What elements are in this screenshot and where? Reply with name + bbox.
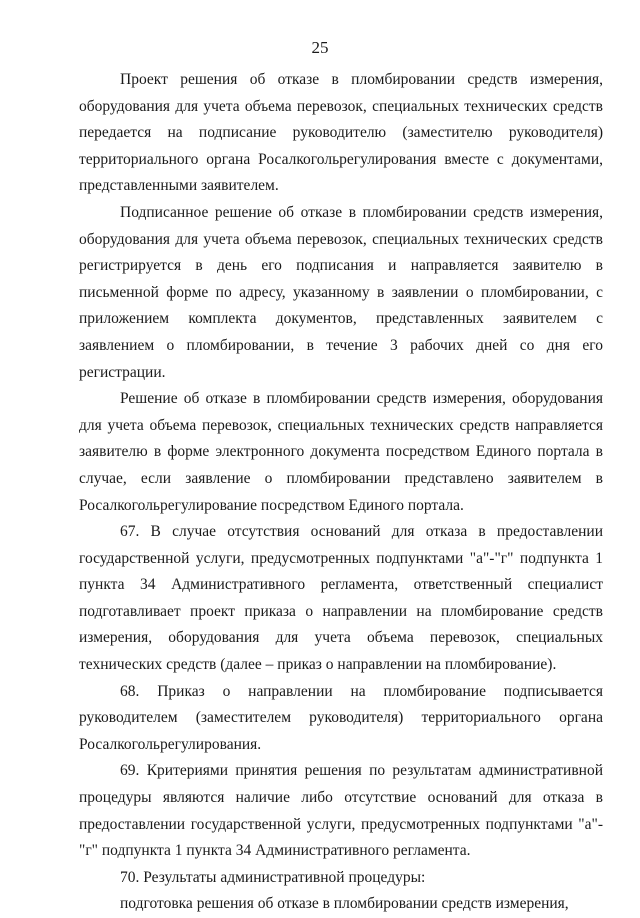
document-body — [79, 67, 603, 918]
paragraph-item-68: 68. Приказ о направлении на пломбирование подписывается руководителем (заместителем руководителя) территориального органа Росалкогольрегулирования. — [79, 682, 603, 753]
paragraph-item-70: 70. Результаты административной процедуры: — [120, 868, 426, 886]
paragraph-results-start: подготовка решения об отказе в пломбировании средств измерения, — [120, 895, 569, 913]
paragraph-rejection-draft: Проект решения об отказе в пломбировании средств измерения, оборудования для учета объема перевозок, специальных технических средств передается на подписание руководителю (заместителю руководителя) территориального органа Росалкогольрегулирования вместе с документами, представленными заявителем. — [79, 71, 603, 195]
page-number: 25 — [311, 38, 329, 57]
paragraph-electronic-rejection: Решение об отказе в пломбировании средств измерения, оборудования для учета объема перевозок, специальных технических средств направляется заявителю в форме электронного документа посредством Единого портала в случае, если заявление о пломбировании представлено заявителем в Росалкогольрегулирование посредством Единого портала. — [79, 390, 603, 514]
paragraph-signed-rejection: Подписанное решение об отказе в пломбировании средств измерения, оборудования для учета объема перевозок, специальных технических средств регистрируется в день его подписания и направляется заявителю в письменной форме по адресу, указанному в заявлении о пломбировании, с приложением комплекта документов, представленных заявителем с заявлением о пломбировании, в течение 3 рабочих дней со дня его регистрации. — [79, 203, 603, 381]
paragraph-item-67: 67. В случае отсутствия оснований для отказа в предоставлении государственной услуги, предусмотренных подпунктами "а"-"г" подпункта 1 пункта 34 Административного регламента, ответственный специалист подготавливает проект приказа о направлении на пломбирование средств измерения, оборудования для учета объема перевозок, специальных технических средств (далее – приказ о направлении на пломбирование). — [79, 523, 603, 674]
paragraph-item-69: 69. Критериями принятия решения по результатам административной процедуры являются наличие либо отсутствие оснований для отказа в предоставлении государственной услуги, предусмотренных подпунктами "а"-"г" подпункта 1 пункта 34 Административного регламента. — [79, 762, 603, 860]
